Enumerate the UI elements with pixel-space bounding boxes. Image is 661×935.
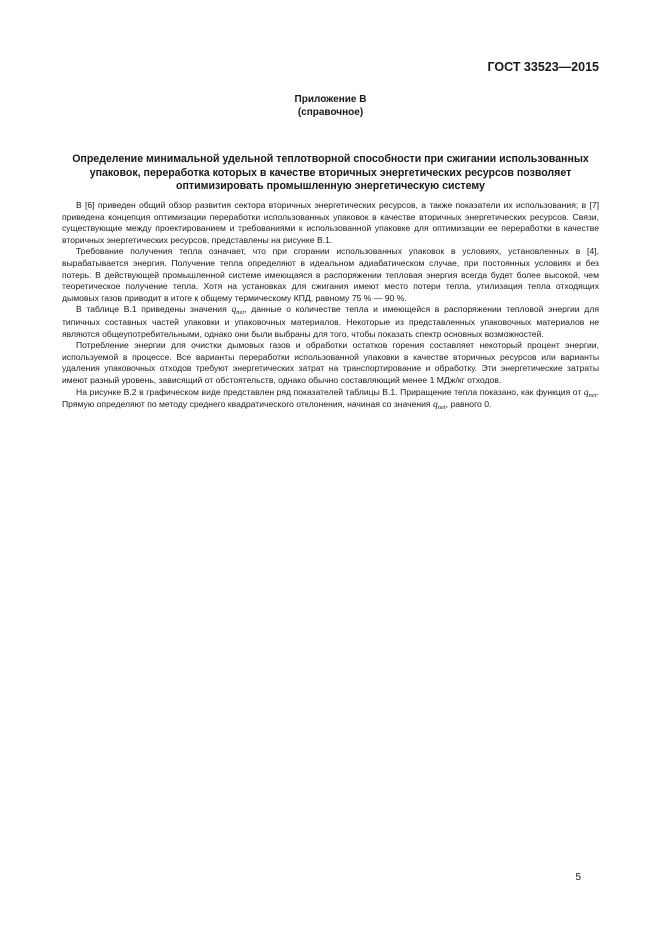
annex-title: Приложение В (294, 94, 367, 105)
q-net-symbol: $q_{net}$ (583, 387, 597, 399)
annex-status: (справочное) (297, 107, 364, 118)
annex-heading (0, 93, 661, 119)
text-run: . Прямую определяют по методу среднего квадратического отклонения, начиная со значения (62, 386, 599, 410)
text-run: , данные о количестве тепла и имеющейся в распоряжении тепловой энергии для типичных составных частей упаковки и упаковочных материалов. Некоторые из представленных упаковочных материалов не являются общеупотребительными, однако они были выбраны для того, чтобы показать спектр основных возможностей. (62, 304, 599, 339)
paragraph: Потребление энергии для очистки дымовых газов и обработки остатков горения составляет некоторый процент энергии, используемой в процессе. Все варианты переработки использованной упаковки в качестве вторичных ресурсов или варианты удаления упаковочных отходов требуют энергетических затрат на транспортирование и обработку. Эти энергетические затраты имеют разный уровень, зависящий от обстоятельств, однако обычно составляющий менее 1 МДж/кг отходов. (62, 340, 599, 385)
paragraph: Требование получения тепла означает, что при сгорании использованных упаковок в условиях, установленных в [4], вырабатывается энергия. Получение тепла определяют в идеальном адиабатическом случае, при постоянных условиях и без потерь. В действующей промышленной системе имеющаяся в распоряжении тепловая энергия всегда будет более высокой, чем теоретическое получение тепла. Хотя на установках для сжигания имеют место потери тепла, утилизация тепла отходящих дымовых газов приводит в итоге к общему термическому КПД, равному 75 % — 90 %. (62, 246, 599, 303)
page-number: 5 (575, 872, 581, 883)
q-net-symbol: $q_{net}$ (231, 305, 245, 317)
paragraph (62, 304, 599, 340)
standard-number: ГОСТ 33523—2015 (487, 60, 599, 74)
text-run: В таблице В.1 приведены значения (76, 304, 232, 315)
text-run: , равного 0. (445, 399, 492, 410)
body-text (62, 200, 599, 412)
paragraph: В [6] приведен общий обзор развития сектора вторичных энергетических ресурсов, а также показатели их использования; в [7] приведена концепция оптимизации переработки использованных упаковок в качестве вторичных энергетических ресурсов. Связи, существующие между проектированием и требованиями к использованной упаковке для оптимизации ее переработки в качестве вторичных энергетических ресурсов, представлены на рисунке В.1. (62, 200, 599, 245)
paragraph (62, 387, 599, 412)
q-net-symbol: $q_{net}$ (432, 400, 446, 412)
text-run: На рисунке В.2 в графическом виде представлен ряд показателей таблицы В.1. Приращение тепла показано, как функция от (76, 386, 584, 397)
section-title: Определение минимальной удельной теплотворной способности при сжигании использованных упаковок, переработка которых в качестве вторичных энергетических ресурсов позволяет оптимизировать промышленную энергетическую систему (72, 153, 589, 192)
